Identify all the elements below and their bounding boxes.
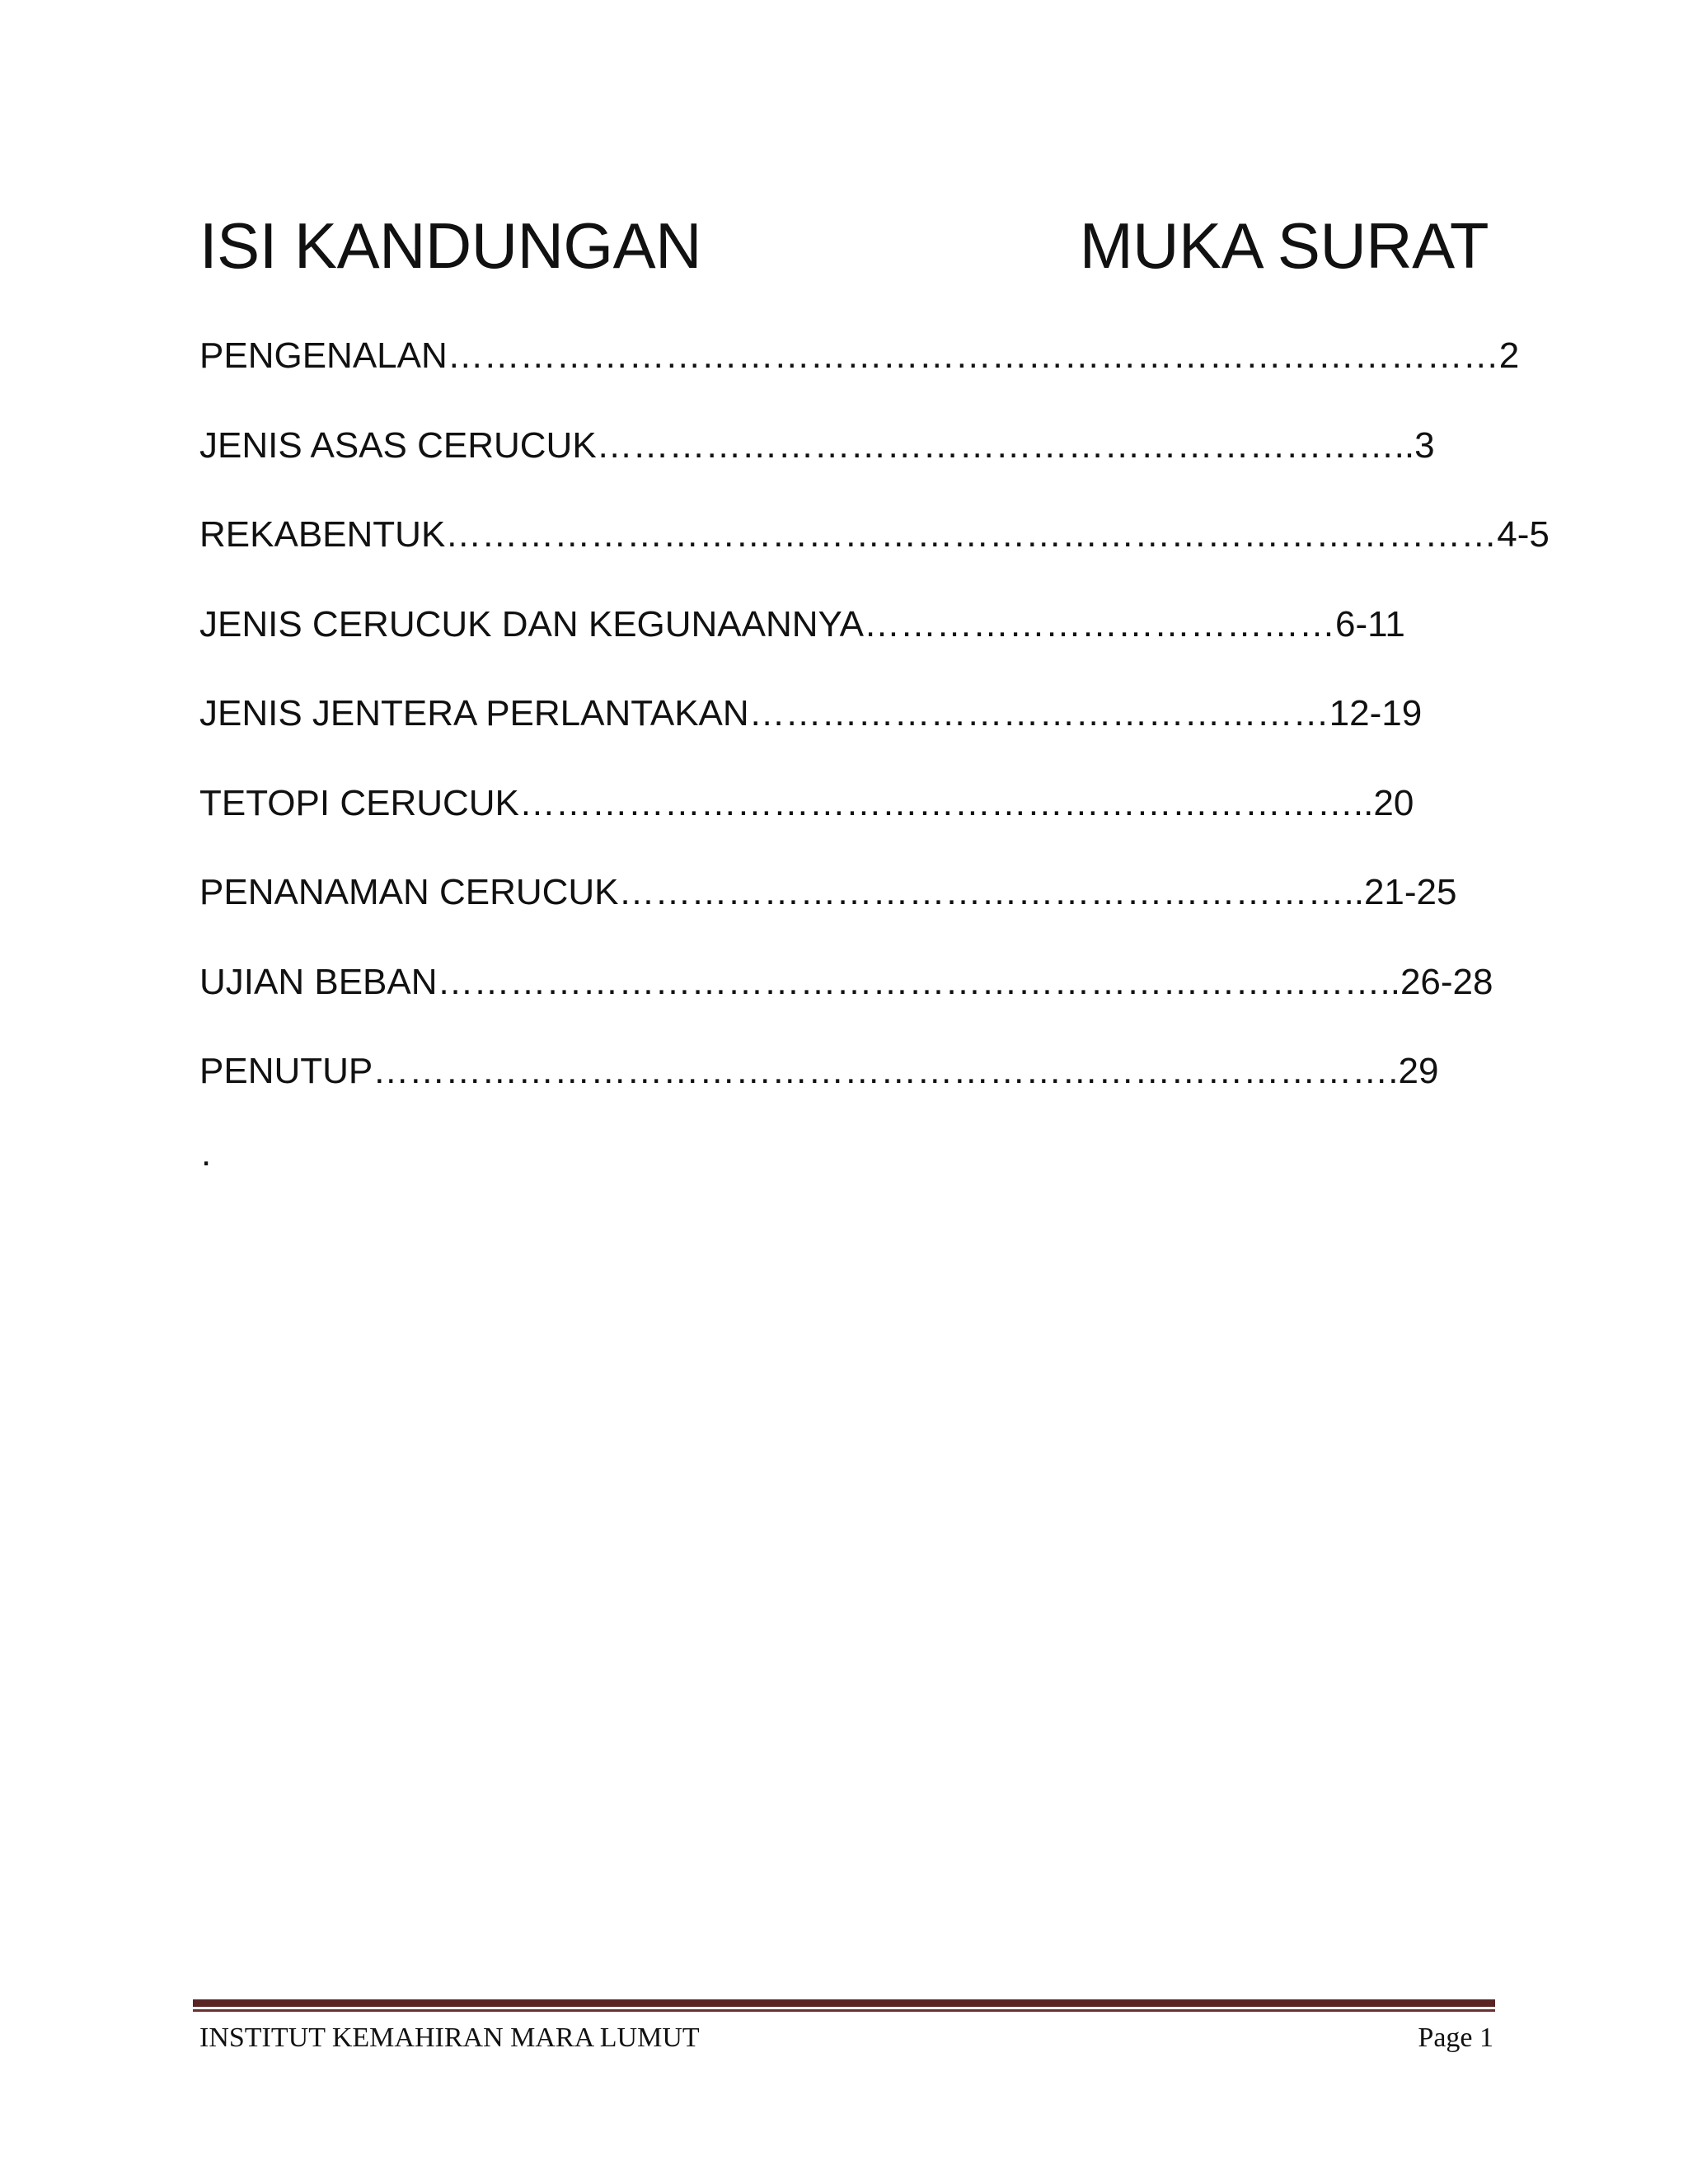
footer-rule-thin: [193, 2009, 1495, 2012]
toc-title: ISI KANDUNGAN: [199, 209, 701, 282]
toc-entry-penutup: PENUTUP………………………………………………………………………….29: [199, 1051, 1439, 1091]
toc-entry-rekabentuk: REKABENTUK……………………………………………………………………………4-5: [199, 514, 1550, 555]
table-of-contents: [199, 323, 1550, 1128]
footer-rule: [193, 1999, 1495, 2007]
toc-entry-pengenalan: PENGENALAN……………………………………………………………………………2: [199, 335, 1520, 376]
toc-entry-jenis-jentera: JENIS JENTERA PERLANTAKAN…………………………………………12-19: [199, 693, 1423, 733]
footer-page-number: Page 1: [1418, 2022, 1493, 2053]
trailing-dot: .: [201, 1133, 212, 1174]
toc-entry-jenis-asas-cerucuk: JENIS ASAS CERUCUK…………………………………………………………..3: [199, 424, 1435, 466]
toc-entry-jenis-cerucuk: JENIS CERUCUK DAN KEGUNAANNYA…………………………………6-11: [199, 603, 1405, 644]
toc-entry-penanaman-cerucuk: PENANAMAN CERUCUK……………………………………………………..21-25: [199, 872, 1457, 912]
toc-entry-ujian-beban: UJIAN BEBAN……………………………………………………………………..26-28: [199, 961, 1493, 1002]
toc-header: [199, 204, 1489, 287]
toc-entry-tetopi-cerucuk: TETOPI CERUCUK……………………………………………………………..20: [199, 782, 1414, 823]
footer-institution: INSTITUT KEMAHIRAN MARA LUMUT: [199, 2022, 700, 2053]
page-column-label: MUKA SURAT: [1079, 209, 1489, 282]
